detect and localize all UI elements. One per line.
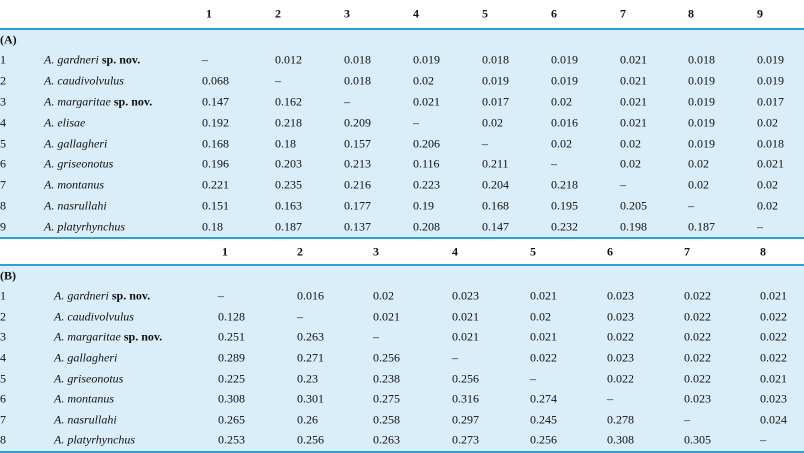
table-row (0, 71, 804, 92)
distance-value: 0.016 (297, 288, 324, 303)
column-header: 4 (452, 244, 458, 259)
table-row (0, 389, 804, 410)
table-body (0, 30, 804, 237)
distance-value: 0.017 (757, 94, 784, 109)
distance-value: 0.022 (684, 350, 711, 365)
distance-value: – (530, 371, 536, 386)
species-genus: A. gallagheri (44, 136, 108, 151)
distance-value: 0.018 (757, 136, 784, 151)
distance-value: 0.021 (620, 52, 647, 67)
distance-value: 0.18 (275, 136, 296, 151)
row-index: 2 (0, 73, 6, 88)
distance-value: 0.147 (482, 219, 509, 234)
distance-value: 0.177 (344, 198, 371, 213)
column-header-row (0, 240, 804, 264)
distance-value: 0.02 (620, 156, 641, 171)
species-status: sp. nov. (101, 52, 141, 67)
table-row (0, 286, 804, 307)
distance-value: 0.018 (344, 52, 371, 67)
species-name (44, 74, 124, 89)
distance-value: 0.205 (620, 198, 647, 213)
distance-value: 0.137 (344, 219, 371, 234)
distance-value: 0.022 (607, 329, 634, 344)
table-row (0, 348, 804, 369)
distance-value: – (297, 309, 303, 324)
distance-value: 0.016 (551, 115, 578, 130)
distance-value: 0.23 (297, 371, 318, 386)
column-header: 6 (607, 244, 613, 259)
distance-value: 0.022 (684, 288, 711, 303)
distance-value: 0.216 (344, 177, 371, 192)
distance-value: – (452, 350, 458, 365)
distance-value: 0.02 (757, 198, 778, 213)
species-genus: A. griseonotus (44, 156, 114, 171)
table-row (0, 112, 804, 133)
species-name (54, 412, 117, 427)
species-genus: A. montanus (44, 177, 104, 192)
distance-value: 0.023 (452, 288, 479, 303)
distance-value: 0.208 (413, 219, 440, 234)
table-row (0, 92, 804, 113)
distance-value: 0.019 (482, 73, 509, 88)
distance-value: 0.023 (607, 309, 634, 324)
distance-value: 0.02 (373, 288, 394, 303)
distance-value: 0.02 (757, 177, 778, 192)
distance-value: 0.235 (275, 177, 302, 192)
distance-value: 0.021 (452, 309, 479, 324)
distance-value: – (607, 391, 613, 406)
species-name (54, 289, 150, 304)
distance-value: 0.116 (413, 156, 440, 171)
distance-value: 0.221 (202, 177, 229, 192)
distance-value: – (620, 177, 626, 192)
distance-value: 0.018 (482, 52, 509, 67)
distance-value: 0.019 (688, 136, 715, 151)
species-name (44, 136, 107, 151)
table-row (0, 133, 804, 154)
species-genus: A. margaritae (44, 94, 111, 109)
species-status: sp. nov. (111, 288, 151, 303)
distance-value: – (344, 94, 350, 109)
distance-value: – (760, 432, 766, 447)
distance-value: 0.19 (413, 198, 434, 213)
distance-value: 0.151 (202, 198, 229, 213)
distance-value: 0.26 (297, 412, 318, 427)
distance-value: 0.168 (482, 198, 509, 213)
species-name (54, 330, 162, 345)
table-row (0, 368, 804, 389)
distance-value: 0.192 (202, 115, 229, 130)
distance-value: 0.308 (218, 391, 245, 406)
column-header: 3 (344, 6, 350, 21)
distance-value: 0.022 (760, 350, 787, 365)
table-row (0, 216, 804, 237)
distance-value: 0.02 (688, 156, 709, 171)
distance-value: – (275, 73, 281, 88)
distance-value: 0.022 (607, 371, 634, 386)
distance-value: 0.02 (620, 136, 641, 151)
row-index: 6 (0, 391, 6, 406)
distance-value: 0.253 (218, 432, 245, 447)
distance-value: 0.187 (688, 219, 715, 234)
table-row (0, 196, 804, 217)
distance-value: 0.256 (297, 432, 324, 447)
column-header: 9 (757, 6, 763, 21)
distance-value: 0.256 (530, 432, 557, 447)
distance-value: 0.018 (344, 73, 371, 88)
distance-value: 0.021 (413, 94, 440, 109)
distance-value: 0.263 (373, 432, 400, 447)
distance-value: 0.289 (218, 350, 245, 365)
distance-value: 0.021 (620, 115, 647, 130)
species-genus: A. gardneri (44, 52, 99, 67)
distance-value: 0.251 (218, 329, 245, 344)
row-index: 3 (0, 94, 6, 109)
species-name (54, 309, 134, 324)
row-index: 7 (0, 177, 6, 192)
distance-value: 0.019 (688, 94, 715, 109)
species-genus: A. elisae (44, 115, 86, 130)
table-row (0, 307, 804, 328)
distance-value: 0.18 (202, 219, 223, 234)
distance-value: 0.02 (688, 177, 709, 192)
distance-value: 0.021 (620, 73, 647, 88)
species-status: sp. nov. (113, 94, 153, 109)
species-name (44, 157, 113, 172)
column-header: 1 (206, 6, 212, 21)
distance-value: 0.256 (452, 371, 479, 386)
column-header: 5 (482, 6, 488, 21)
species-name (54, 433, 135, 448)
row-index: 5 (0, 136, 6, 151)
distance-value: 0.022 (684, 371, 711, 386)
distance-value: 0.021 (530, 288, 557, 303)
table-row (0, 430, 804, 451)
table-row (0, 154, 804, 175)
species-name (54, 392, 114, 407)
distance-value: 0.022 (530, 350, 557, 365)
distance-value: 0.223 (413, 177, 440, 192)
distance-value: 0.258 (373, 412, 400, 427)
species-genus: A. platyrhynchus (44, 219, 126, 234)
distance-value: 0.02 (530, 309, 551, 324)
species-genus: A. caudivolvulus (44, 73, 124, 88)
section-label-row (0, 266, 804, 286)
column-header: 5 (530, 244, 536, 259)
distance-value: 0.024 (760, 412, 787, 427)
distance-value: 0.019 (551, 73, 578, 88)
distance-value: 0.245 (530, 412, 557, 427)
column-header: 2 (275, 6, 281, 21)
table-bottom-rule (0, 237, 804, 239)
distance-value: 0.265 (218, 412, 245, 427)
species-name (44, 178, 104, 193)
distance-value: 0.022 (684, 309, 711, 324)
distance-value: 0.02 (551, 136, 572, 151)
column-header: 7 (620, 6, 626, 21)
species-name (44, 219, 125, 234)
column-header: 8 (760, 244, 766, 259)
table-body (0, 266, 804, 451)
distance-value: 0.018 (688, 52, 715, 67)
species-genus: A. montanus (54, 391, 114, 406)
species-name (44, 53, 140, 68)
distance-value: 0.168 (202, 136, 229, 151)
distance-value: 0.213 (344, 156, 371, 171)
distance-value: 0.187 (275, 219, 302, 234)
distance-value: 0.275 (373, 391, 400, 406)
distance-value: 0.023 (760, 391, 787, 406)
distance-value: 0.162 (275, 94, 302, 109)
distance-value: 0.019 (688, 73, 715, 88)
distance-value: – (202, 52, 208, 67)
column-header: 4 (413, 6, 419, 21)
distance-value: – (373, 329, 379, 344)
row-index: 4 (0, 115, 6, 130)
species-genus: A. nasrullahi (54, 412, 117, 427)
section-label: (B) (0, 268, 16, 283)
column-header: 1 (222, 244, 228, 259)
distance-value: 0.02 (757, 115, 778, 130)
species-genus: A. caudivolvulus (54, 309, 134, 324)
distance-value: 0.019 (757, 52, 784, 67)
distance-value: – (757, 219, 763, 234)
distance-value: 0.019 (757, 73, 784, 88)
distance-value: 0.021 (620, 94, 647, 109)
section-label: (A) (0, 32, 17, 47)
distance-value: – (684, 412, 690, 427)
distance-table-b (0, 240, 804, 452)
species-name (44, 94, 152, 109)
distance-value: 0.023 (607, 350, 634, 365)
distance-value: 0.297 (452, 412, 479, 427)
distance-value: 0.019 (413, 52, 440, 67)
distance-value: 0.206 (413, 136, 440, 151)
table-row (0, 50, 804, 71)
distance-value: 0.02 (551, 94, 572, 109)
distance-value: 0.012 (275, 52, 302, 67)
distance-value: – (218, 288, 224, 303)
row-index: 2 (0, 309, 6, 324)
distance-value: 0.218 (551, 177, 578, 192)
species-name (44, 115, 85, 130)
species-genus: A. margaritae (54, 329, 121, 344)
distance-value: – (551, 156, 557, 171)
distance-value: 0.021 (373, 309, 400, 324)
distance-value: 0.273 (452, 432, 479, 447)
distance-value: 0.278 (607, 412, 634, 427)
species-status: sp. nov. (123, 329, 163, 344)
distance-value: 0.021 (757, 156, 784, 171)
distance-value: 0.019 (551, 52, 578, 67)
distance-value: 0.274 (530, 391, 557, 406)
distance-value: 0.225 (218, 371, 245, 386)
species-name (54, 371, 123, 386)
distance-value: 0.023 (607, 288, 634, 303)
row-index: 1 (0, 288, 6, 303)
distance-value: 0.157 (344, 136, 371, 151)
distance-value: 0.163 (275, 198, 302, 213)
distance-value: 0.196 (202, 156, 229, 171)
distance-value: 0.021 (530, 329, 557, 344)
distance-value: 0.021 (760, 371, 787, 386)
species-name (54, 351, 117, 366)
column-header: 7 (684, 244, 690, 259)
distance-value: 0.022 (760, 309, 787, 324)
species-genus: A. gallagheri (54, 350, 118, 365)
distance-value: 0.02 (413, 73, 434, 88)
column-header: 3 (373, 244, 379, 259)
row-index: 9 (0, 219, 6, 234)
distance-value: 0.301 (297, 391, 324, 406)
row-index: 1 (0, 52, 6, 67)
distance-value: 0.068 (202, 73, 229, 88)
column-header-row (0, 0, 804, 28)
distance-value: 0.019 (688, 115, 715, 130)
distance-value: 0.256 (373, 350, 400, 365)
table-row (0, 410, 804, 431)
distance-value: 0.204 (482, 177, 509, 192)
distance-value: 0.209 (344, 115, 371, 130)
distance-value: – (688, 198, 694, 213)
section-label-row (0, 30, 804, 50)
distance-value: 0.195 (551, 198, 578, 213)
distance-value: 0.128 (218, 309, 245, 324)
distance-value: 0.232 (551, 219, 578, 234)
row-index: 5 (0, 371, 6, 386)
distance-value: 0.305 (684, 432, 711, 447)
distance-value: 0.021 (760, 288, 787, 303)
row-index: 6 (0, 156, 6, 171)
distance-value: 0.198 (620, 219, 647, 234)
column-header: 8 (688, 6, 694, 21)
column-header: 2 (297, 244, 303, 259)
column-header: 6 (551, 6, 557, 21)
row-index: 3 (0, 329, 6, 344)
distance-value: 0.218 (275, 115, 302, 130)
row-index: 8 (0, 198, 6, 213)
species-genus: A. nasrullahi (44, 198, 107, 213)
distance-value: – (482, 136, 488, 151)
species-genus: A. gardneri (54, 288, 109, 303)
table-row (0, 175, 804, 196)
distance-value: 0.02 (482, 115, 503, 130)
distance-value: 0.017 (482, 94, 509, 109)
distance-value: 0.147 (202, 94, 229, 109)
distance-value: 0.211 (482, 156, 509, 171)
distance-value: 0.022 (760, 329, 787, 344)
species-name (44, 198, 107, 213)
distance-value: 0.308 (607, 432, 634, 447)
species-genus: A. griseonotus (54, 371, 124, 386)
row-index: 7 (0, 412, 6, 427)
distance-value: 0.238 (373, 371, 400, 386)
table-row (0, 327, 804, 348)
distance-value: 0.316 (452, 391, 479, 406)
species-genus: A. platyrhynchus (54, 432, 136, 447)
row-index: 4 (0, 350, 6, 365)
distance-value: 0.022 (684, 329, 711, 344)
distance-value: 0.203 (275, 156, 302, 171)
distance-value: 0.021 (452, 329, 479, 344)
distance-value: 0.271 (297, 350, 324, 365)
row-index: 8 (0, 432, 6, 447)
distance-value: 0.023 (684, 391, 711, 406)
distance-value: – (413, 115, 419, 130)
distance-value: 0.263 (297, 329, 324, 344)
